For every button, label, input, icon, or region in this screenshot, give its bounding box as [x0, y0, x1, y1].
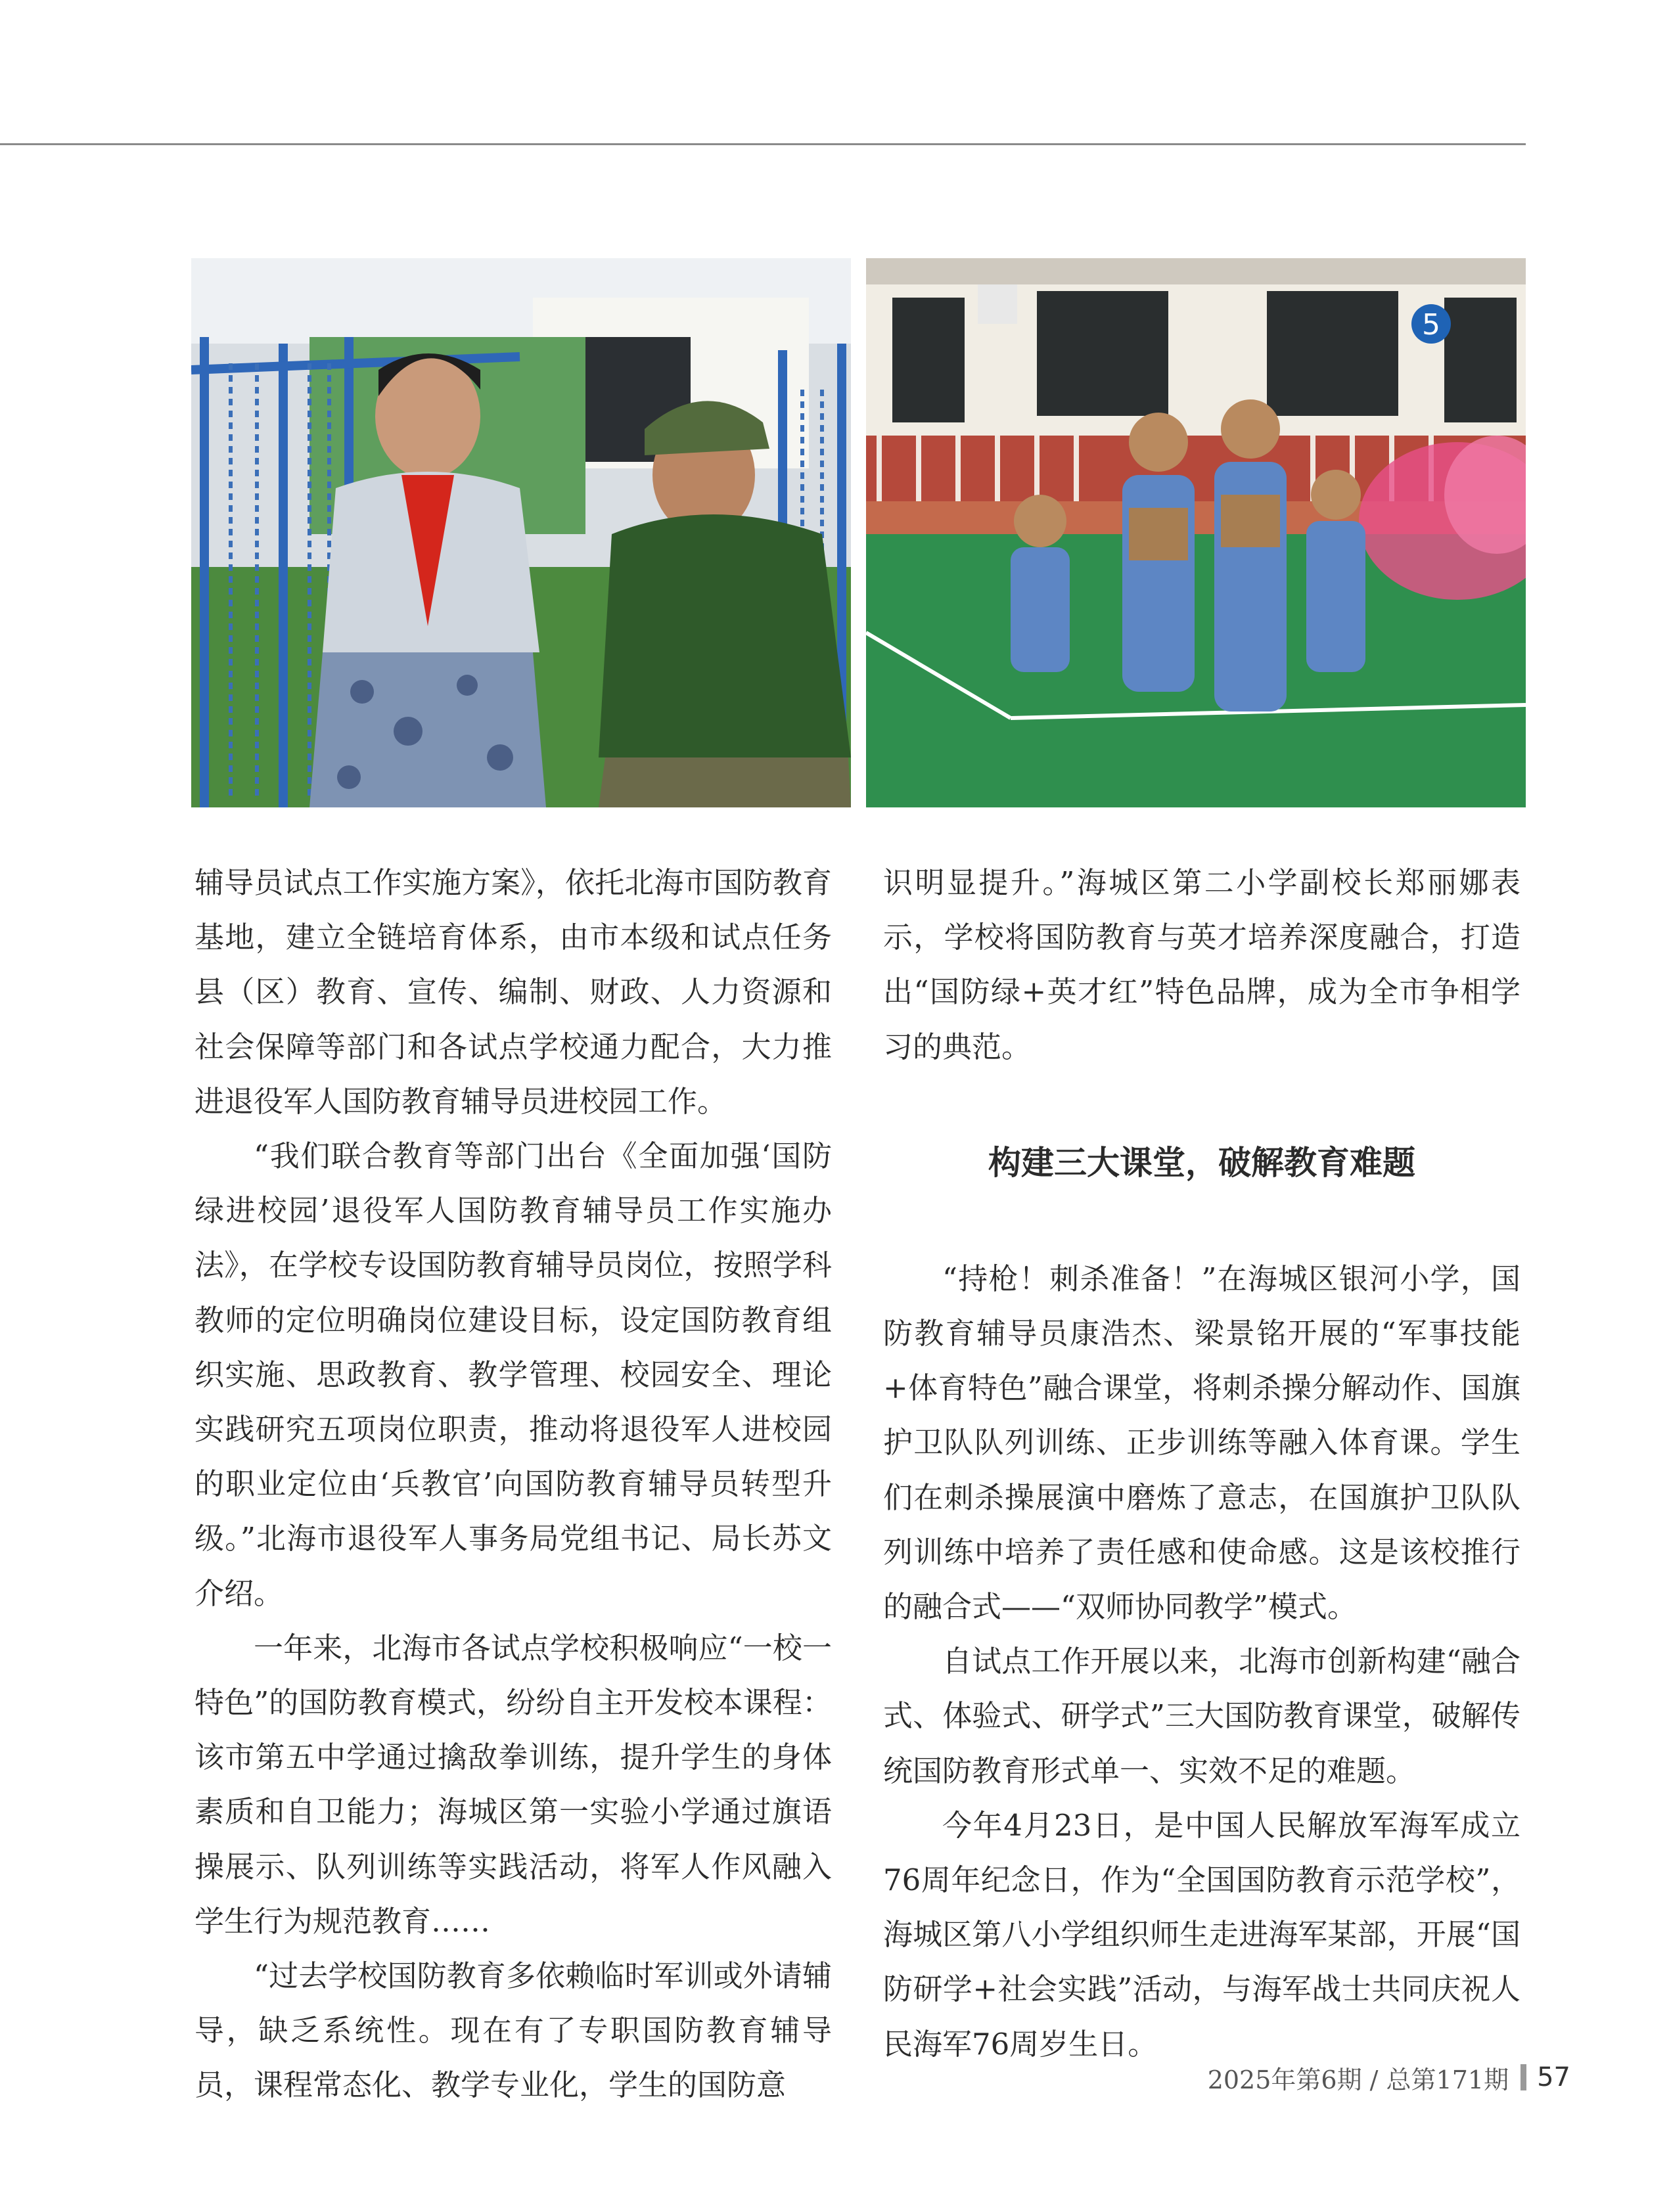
paragraph: 识明显提升。”海城区第二小学副校长郑丽娜表示，学校将国防教育与英才培养深度融合，打造出“国防绿+英才红”特色品牌，成为全市争相学习的典范。 — [883, 865, 1520, 1064]
paragraph: 今年4月23日，是中国人民解放军海军成立76周年纪念日，作为“全国国防教育示范学校”，海城区第八小学组织师生走进海军某部，开展“国防研学+社会实践”活动，与海军战士共同庆祝人民海军76周岁生日。 — [883, 1807, 1520, 2062]
article-column-right — [883, 855, 1520, 2071]
building-number: 5 — [1422, 308, 1440, 342]
training-photo-obstacle — [191, 258, 851, 807]
paragraph: “我们联合教育等部门出台《全面加强‘国防绿进校园’退役军人国防教育辅导员工作实施办法》，在学校专设国防教育辅导员岗位，按照学科教师的定位明确岗位建设目标，设定国防教育组织实施、思政教育、教学管理、校园安全、理论实践研究五项岗位职责，推动将退役军人进校园的职业定位由‘兵教官’向国防教育辅导员转型升级。”北海市退役军人事务局党组书记、局长苏文介绍。 — [194, 1139, 832, 1611]
paragraph: 辅导员试点工作实施方案》，依托北海市国防教育基地，建立全链培育体系，由市本级和试点任务县（区）教育、宣传、编制、财政、人力资源和社会保障等部门和各试点学校通力配合，大力推进退役军人国防教育辅导员进校园工作。 — [194, 865, 832, 1119]
article-column-left — [194, 855, 832, 2113]
section-heading: 构建三大课堂，破解教育难题 — [988, 1143, 1415, 1182]
page-footer — [1202, 2058, 1570, 2097]
paragraph: “持枪！刺杀准备！”在海城区银河小学，国防教育辅导员康浩杰、梁景铭开展的“军事技能+体育特色”融合课堂，将刺杀操分解动作、国旗护卫队队列训练、正步训练等融入体育课。学生们在刺杀操展演中磨炼了意志，在国旗护卫队队列训练中培养了责任感和使命感。这是该校推行的融合式——“双师协同教学”模式。 — [883, 1261, 1520, 1625]
footer-separator — [1520, 2064, 1526, 2090]
page-number: 57 — [1537, 2062, 1570, 2092]
issue-info: 2025年第6期 / 总第171期 — [1207, 2065, 1509, 2094]
paragraph: 一年来，北海市各试点学校积极响应“一校一特色”的国防教育模式，纷纷自主开发校本课程：该市第五中学通过擒敌拳训练，提升学生的身体素质和自卫能力；海城区第一实验小学通过旗语操展示、队列训练等实践活动，将军人作风融入学生行为规范教育…… — [194, 1630, 832, 1939]
training-photo-drill — [866, 258, 1526, 807]
paragraph: 自试点工作开展以来，北海市创新构建“融合式、体验式、研学式”三大国防教育课堂，破解传统国防教育形式单一、实效不足的难题。 — [883, 1644, 1520, 1788]
header-rule — [0, 143, 1526, 145]
paragraph: “过去学校国防教育多依赖临时军训或外请辅导，缺乏系统性。现在有了专职国防教育辅导员，课程常态化、教学专业化，学生的国防意 — [194, 1958, 832, 2103]
